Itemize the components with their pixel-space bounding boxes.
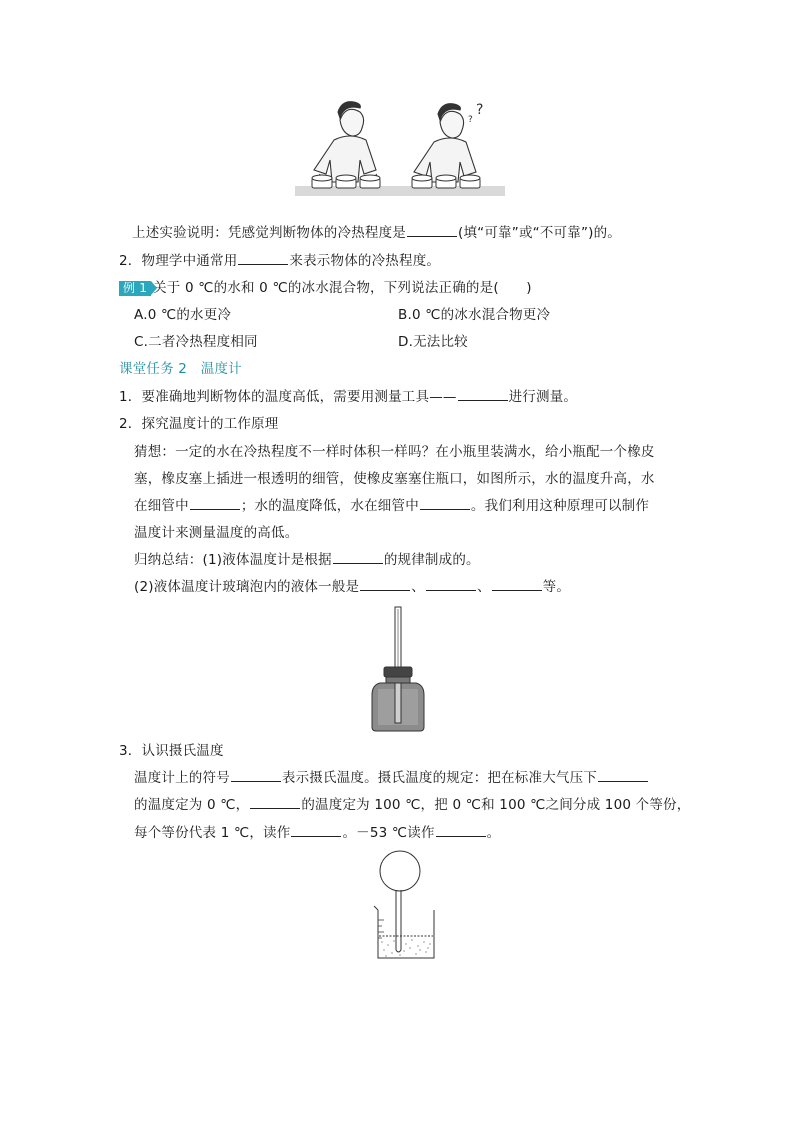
answer-blank[interactable]: [360, 578, 410, 591]
beaker-thermometer-diagram: [370, 850, 450, 965]
guess-text-c: 。我们利用这种原理可以制作: [470, 498, 650, 514]
answer-blank[interactable]: [333, 551, 383, 564]
boy-right: [414, 104, 476, 182]
summary-2-text: (2)液体温度计玻璃泡内的液体一般是: [134, 579, 360, 595]
celsius-1-tail: 表示摄氏温度。摄氏温度的规定：把在标准大气压下: [281, 770, 598, 786]
guess-line-2: 塞，橡皮塞上插进一根透明的细管，使橡皮塞塞住瓶口，如图所示，水的温度升高，水: [134, 471, 655, 487]
answer-blank[interactable]: [436, 824, 486, 837]
task-item-2: 2．探究温度计的工作原理: [119, 416, 279, 432]
basins-left: [312, 175, 380, 188]
task-item-3: 3．认识摄氏温度: [119, 743, 224, 759]
task-item-1-tail: 进行测量。: [508, 389, 578, 405]
question-mark: ?: [476, 102, 484, 118]
example-question: 关于 0 ℃的水和 0 ℃的冰水混合物，下列说法正确的是( ): [153, 280, 532, 296]
beaker-scale: [378, 920, 384, 938]
bulb-circle: [380, 851, 420, 891]
rubber-stopper: [384, 667, 412, 677]
separator: 、: [476, 579, 491, 595]
summary-1-text: 归纳总结：(1)液体温度计是根据: [134, 552, 332, 568]
celsius-1-text: 温度计上的符号: [134, 770, 230, 786]
guess-line-3: [134, 497, 649, 515]
guess-text-a: 在细管中: [134, 498, 189, 514]
task-heading: 课堂任务 2 温度计: [119, 361, 242, 377]
item-2-text: 2．物理学中通常用: [119, 253, 238, 269]
summary-line-2: [134, 578, 570, 596]
answer-blank[interactable]: [238, 252, 288, 265]
conclusion-hint: (填“可靠”或“不可靠”)的。: [458, 225, 622, 241]
separator: 、: [411, 579, 425, 595]
bottle-tube-diagram: [368, 605, 428, 735]
item-2-line: [119, 252, 440, 270]
celsius-line-2: [134, 796, 690, 814]
guess-line-1: 猜想：一定的水在冷热程度不一样时体积一样吗？在小瓶里装满水，给小瓶配一个橡皮: [134, 444, 655, 460]
option-c[interactable]: C.二者冷热程度相同: [134, 334, 258, 350]
answer-blank[interactable]: [291, 824, 341, 837]
example-1-line: [119, 279, 532, 297]
summary-line-1: [134, 551, 480, 569]
celsius-3-text: 每个等份代表 1 ℃，读作: [134, 825, 291, 841]
question-mark-small: ?: [468, 115, 473, 125]
answer-blank[interactable]: [458, 388, 508, 401]
celsius-2-tail: 的温度定为 100 ℃，把 0 ℃和 100 ℃之间分成 100 个等份，: [301, 797, 691, 813]
boy-left: [314, 102, 378, 186]
task-item-1: [119, 388, 577, 406]
celsius-line-1: [134, 769, 649, 787]
celsius-3-mid: 。－53 ℃读作: [342, 825, 435, 841]
celsius-3-tail: 。: [486, 825, 501, 841]
task-item-1-text: 1．要准确地判断物体的温度高低，需要用测量工具——: [119, 389, 457, 405]
guess-line-4: 温度计来测量温度的高低。: [134, 525, 299, 541]
water-dots: [381, 939, 430, 956]
celsius-line-3: [134, 824, 500, 842]
answer-blank[interactable]: [420, 497, 470, 510]
option-d[interactable]: D.无法比较: [398, 334, 468, 350]
answer-blank[interactable]: [492, 578, 542, 591]
answer-blank[interactable]: [426, 578, 476, 591]
example-badge: 例 1: [119, 281, 151, 296]
answer-blank[interactable]: [407, 224, 457, 237]
answer-blank[interactable]: [598, 769, 648, 782]
item-2-tail: 来表示物体的冷热程度。: [289, 253, 441, 269]
summary-1-tail: 的规律制成的。: [383, 552, 480, 568]
summary-2-tail: 等。: [542, 579, 571, 595]
celsius-2-text: 的温度定为 0 ℃，: [134, 797, 250, 813]
answer-blank[interactable]: [190, 497, 240, 510]
guess-text-b: ；水的温度降低，水在细管中: [240, 498, 419, 514]
option-a[interactable]: A.0 ℃的水更冷: [134, 307, 232, 323]
conclusion-text: 上述实验说明：凭感觉判断物体的冷热程度是: [132, 225, 406, 241]
answer-blank[interactable]: [231, 769, 281, 782]
answer-blank[interactable]: [250, 796, 300, 809]
option-b[interactable]: B.0 ℃的冰水混合物更冷: [398, 307, 551, 323]
conclusion-line: [132, 224, 621, 242]
basins-right: [412, 175, 480, 188]
boys-basins-illustration: [290, 100, 510, 200]
